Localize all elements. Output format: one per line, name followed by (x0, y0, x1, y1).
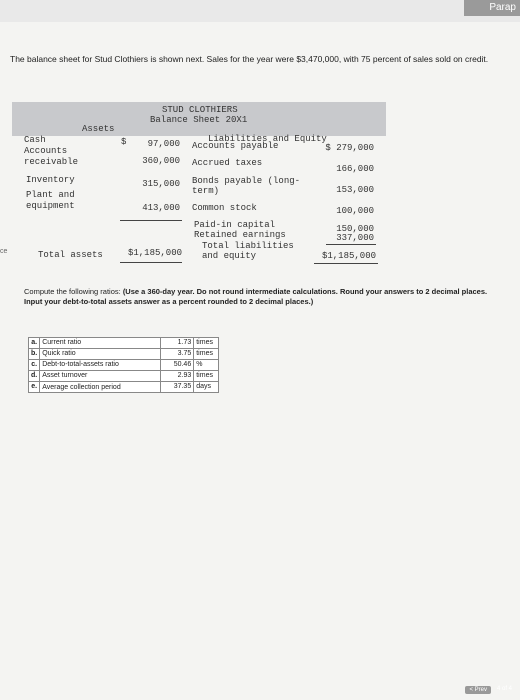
total-liabilities-underline (314, 263, 378, 264)
ratio-unit: times (194, 349, 219, 360)
ratio-answer-input[interactable]: 1.73 (161, 338, 194, 349)
table-row (29, 338, 219, 349)
row-letter: d. (29, 371, 40, 382)
total-assets-value: $1,185,000 (127, 248, 182, 258)
problem-intro: The balance sheet for Stud Clothiers is shown next. Sales for the year were $3,470,000, with 75 percent of sales sold on credit. (10, 54, 489, 64)
plant-equipment-label-1: Plant and (26, 190, 75, 200)
ratio-name: Average collection period (40, 382, 161, 393)
accounts-receivable-value: 360,000 (142, 156, 180, 166)
plant-equipment-label-2: equipment (26, 201, 75, 211)
table-row (29, 360, 219, 371)
ratio-answer-input[interactable]: 37.35 (161, 382, 194, 393)
ratio-unit: days (194, 382, 219, 393)
liabilities-header: Liabilities and Equity (208, 134, 327, 144)
prev-button[interactable]: < Prev (465, 686, 491, 694)
retained-earnings-value: 337,000 (336, 233, 374, 243)
cash-dollar-sign: $ (121, 137, 127, 147)
ratio-name: Current ratio (40, 338, 161, 349)
plant-equipment-value: 413,000 (142, 203, 180, 213)
balance-sheet (12, 102, 386, 272)
ratio-answer-input[interactable]: 2.93 (161, 371, 194, 382)
bonds-payable-label-1: Bonds payable (long- (192, 176, 301, 186)
table-row (29, 349, 219, 360)
assets-subtotal-rule (120, 220, 182, 221)
accounts-receivable-label-2: receivable (24, 157, 79, 167)
common-stock-label: Common stock (192, 203, 257, 213)
total-assets-label: Total assets (38, 250, 103, 260)
row-letter: b. (29, 349, 40, 360)
row-letter: e. (29, 382, 40, 393)
bonds-payable-value: 153,000 (336, 185, 374, 195)
total-assets-underline (120, 262, 182, 263)
table-row (29, 382, 219, 393)
bonds-payable-label-2: term) (192, 186, 220, 196)
inventory-value: 315,000 (142, 179, 180, 189)
top-bar (0, 0, 520, 22)
retained-earnings-label: Retained earnings (194, 230, 286, 240)
ratio-answer-input[interactable]: 3.75 (161, 349, 194, 360)
inventory-label: Inventory (26, 175, 75, 185)
accounts-receivable-label-1: Accounts (24, 146, 68, 156)
page-nav (465, 686, 512, 694)
instructions (24, 287, 504, 306)
instructions-lead: Compute the following ratios: (24, 287, 121, 296)
row-letter: c. (29, 360, 40, 371)
ratio-name: Quick ratio (40, 349, 161, 360)
total-liabilities-label-2: and equity (202, 251, 257, 261)
row-letter: a. (29, 338, 40, 349)
side-mark: ce (0, 248, 8, 255)
brand-tab: Parap (464, 0, 520, 16)
page-indicator: 4 of 4 (496, 686, 512, 692)
common-stock-value: 100,000 (336, 206, 374, 216)
accrued-taxes-value: 166,000 (336, 164, 374, 174)
accrued-taxes-label: Accrued taxes (192, 158, 263, 168)
ratio-unit: times (194, 371, 219, 382)
sheet-title: Balance Sheet 20X1 (150, 115, 248, 125)
accounts-payable-value: $ 279,000 (325, 143, 374, 153)
ratio-name: Debt-to-total-assets ratio (40, 360, 161, 371)
ratio-name: Asset turnover (40, 371, 161, 382)
table-row (29, 371, 219, 382)
equity-subtotal-rule (326, 244, 376, 245)
accounts-payable-label: Accounts payable (192, 141, 279, 151)
cash-label: Cash (24, 135, 46, 145)
paid-in-capital-value: 150,000 (336, 224, 374, 234)
company-name: STUD CLOTHIERS (162, 105, 238, 115)
ratio-answer-table (28, 337, 219, 393)
ratio-unit: % (194, 360, 219, 371)
assets-header: Assets (82, 124, 115, 134)
total-liabilities-value: $1,185,000 (321, 251, 376, 261)
total-liabilities-label-1: Total liabilities (202, 241, 294, 251)
paid-in-capital-label: Paid-in capital (194, 220, 276, 230)
ratio-unit: times (194, 338, 219, 349)
ratio-answer-input[interactable]: 50.46 (161, 360, 194, 371)
instructions-bold: (Use a 360-day year. Do not round intermediate calculations. Round your answers to 2 decimal places. Input your debt-to-total assets answer as a percent rounded to 2 decimal places.) (24, 287, 488, 306)
cash-value: 97,000 (147, 139, 180, 149)
